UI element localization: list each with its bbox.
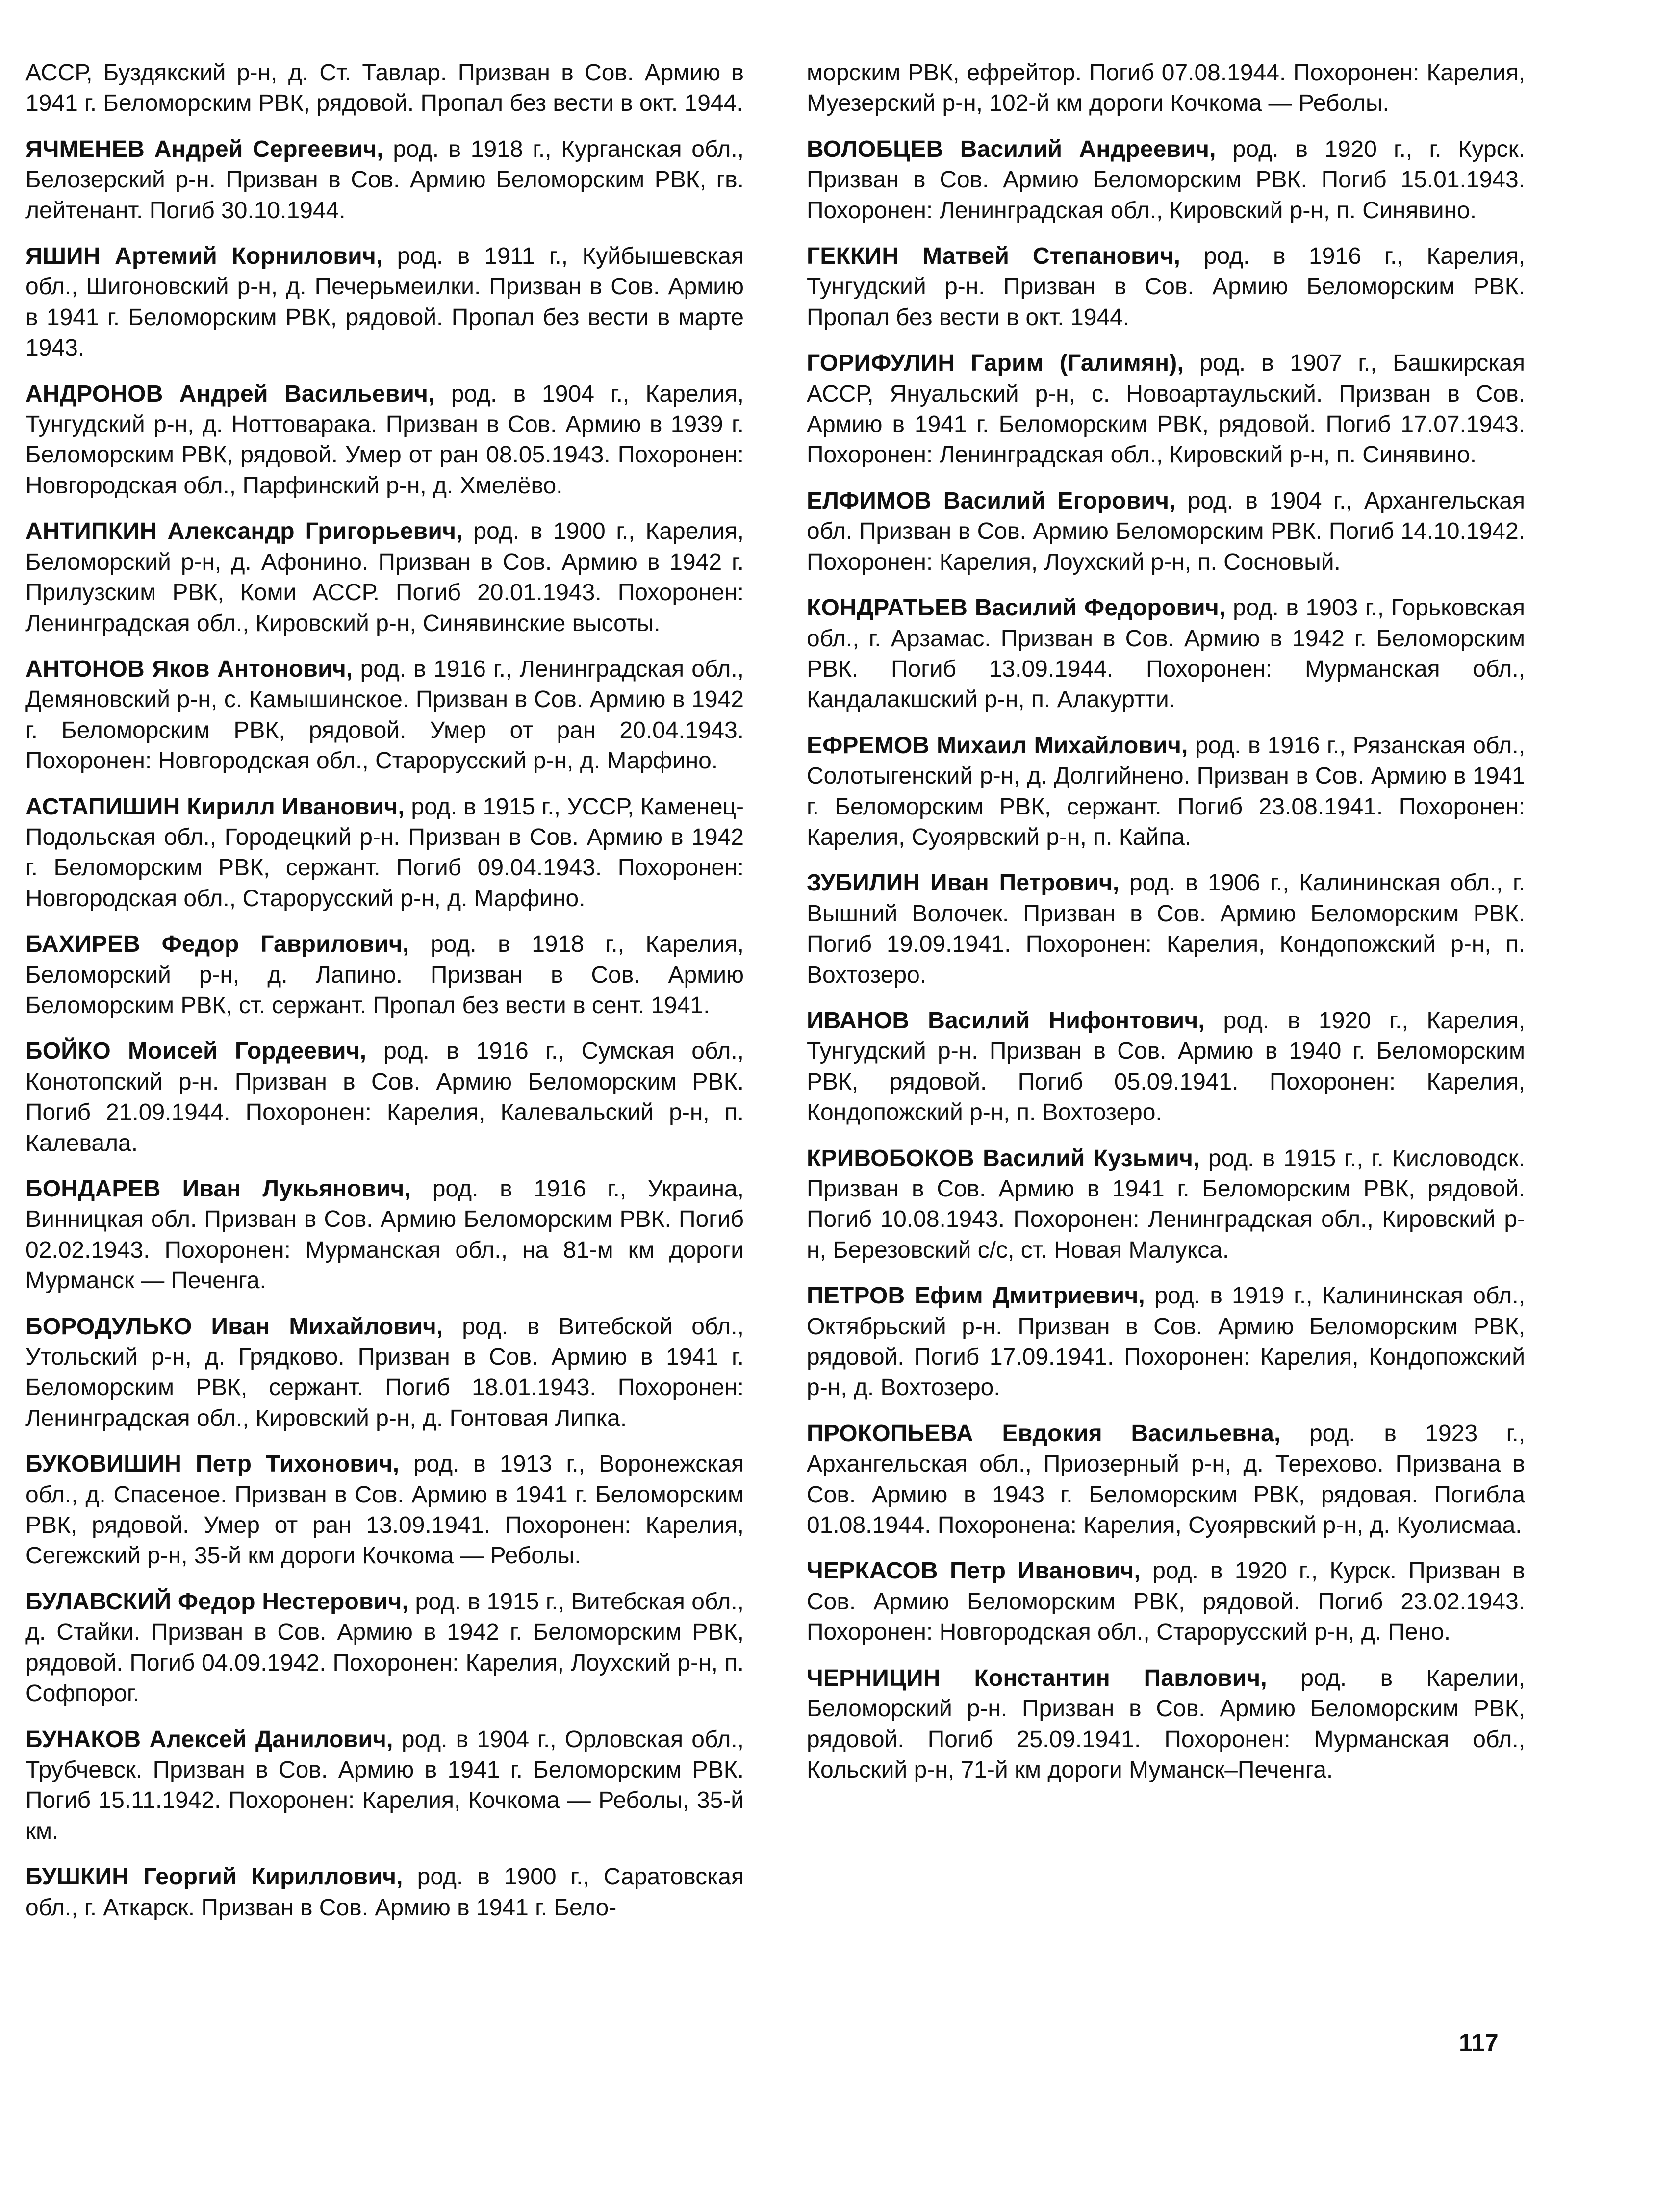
entry-text: род. в 1915 г., Витебская обл., д. Стайки. Призван в Сов. Армию в 1942 г. Беломорским РВК, рядовой. Погиб 04.09.1942. Похоронен: Карелия, Лоухский р-н, п. Софпорог.: [25, 1588, 744, 1707]
entry-text: род. в 1918 г., Курганская обл., Белозерский р-н. Призван в Сов. Армию Беломорским РВК, гв. лейтенант. Погиб 30.10.1944.: [25, 136, 744, 224]
entry-text: род. в 1900 г., Саратовская обл., г. Аткарск. Призван в Сов. Армию в 1941 г. Бело-: [25, 1864, 744, 1921]
entry-text: род. в 1915 г., УССР, Каменец-Подольская обл., Городецкий р-н. Призван в Сов. Армию в 1942 г. Беломорским РВК, сержант. Погиб 09.04.1943. Похоронен: Новгородская обл., Старорусский р-н, д. Марфино.: [25, 793, 744, 912]
entry-name: ЯШИН Артемий Корнилович,: [25, 243, 383, 270]
entry: [807, 348, 1525, 471]
entry-name: БУКОВИШИН Петр Тихонович,: [25, 1451, 400, 1477]
entry-name: ИВАНОВ Василий Нифонтович,: [807, 1007, 1205, 1034]
entry-text: род. в 1923 г., Архангельская обл., Приозерный р-н, д. Терехово. Призвана в Сов. Армию в 1943 г. Беломорским РВК, рядовая. Погибла 01.08.1944. Похоронена: Карелия, Суоярвский р-н, д. Куолисмаа.: [807, 1420, 1526, 1539]
entry-text: род. в 1915 г., г. Кисловодск. Призван в Сов. Армию в 1941 г. Беломорским РВК, рядовой. Погиб 10.08.1943. Похоронен: Ленинградская обл., Кировский р-н, Березовский с/с, ст. Новая Малукса.: [807, 1145, 1525, 1263]
entry: [807, 1006, 1525, 1128]
entry: [807, 1663, 1525, 1786]
entry: [25, 1862, 744, 1923]
entry: [25, 929, 744, 1021]
entry: [25, 1036, 744, 1159]
entry-text: род. в 1906 г., Калининская обл., г. Вышний Волочек. Призван в Сов. Армию Беломорским РВК. Погиб 19.09.1941. Похоронен: Карелия, Кондопожский р-н, п. Вохтозеро.: [807, 870, 1526, 988]
entry: [807, 486, 1525, 578]
entry: [25, 1312, 744, 1434]
entry-text: род. в 1920 г., Карелия, Тунгудский р-н. Призван в Сов. Армию в 1940 г. Беломорским РВК, рядовой. Погиб 05.09.1941. Похоронен: Карелия, Кондопожский р-н, п. Вохтозеро.: [807, 1007, 1526, 1126]
entry-name: АНТИПКИН Александр Григорьевич,: [25, 518, 463, 545]
entry: [807, 241, 1525, 333]
page-number: 117: [1459, 2029, 1499, 2057]
entry-name: БУЛАВСКИЙ Федор Нестерович,: [25, 1588, 409, 1615]
entry-text: род. в 1900 г., Карелия, Беломорский р-н, д. Афонино. Призван в Сов. Армию в 1942 г. Прилузским РВК, Коми АССР. Погиб 20.01.1943. Похоронен: Ленинградская обл., Кировский р-н, Синявинские высоты.: [25, 518, 744, 636]
entry-name: ЕЛФИМОВ Василий Егорович,: [807, 487, 1176, 514]
entry: [807, 868, 1525, 991]
entry-name: ГЕККИН Матвей Степанович,: [807, 243, 1181, 270]
entry-text: род. в Витебской обл., Утольский р-н, д. Грядково. Призван в Сов. Армию в 1941 г. Беломорским РВК, сержант. Погиб 18.01.1943. Похоронен: Ленинградская обл., Кировский р-н, д. Гонтовая Липка.: [25, 1313, 744, 1431]
entry-name: КРИВОБОКОВ Василий Кузьмич,: [807, 1145, 1200, 1171]
entry-name: БОРОДУЛЬКО Иван Михайлович,: [25, 1313, 443, 1340]
entry: [807, 1281, 1525, 1403]
entry-text: род. в 1919 г., Калининская обл., Октябрьский р-н. Призван в Сов. Армию Беломорским РВК, рядовой. Погиб 17.09.1941. Похоронен: Карелия, Кондопожский р-н, д. Вохтозеро.: [807, 1283, 1526, 1401]
entry-text: род. в 1907 г., Башкирская АССР, Януальский р-н, с. Новоартаульский. Призван в Сов. Армию в 1941 г. Беломорским РВК, рядовой. Погиб 17.07.1943. Похоронен: Ленинградская обл., Кировский р-н, п. Синявино.: [807, 350, 1525, 468]
entry: [25, 516, 744, 639]
entry: [25, 1174, 744, 1297]
entry-name: БОЙКО Моисей Гордеевич,: [25, 1038, 367, 1065]
entry-text: род. в 1903 г., Горьковская обл., г. Арзамас. Призван в Сов. Армию в 1942 г. Беломорским РВК. Погиб 13.09.1944. Похоронен: Мурманская обл., Кандалакшский р-н, п. Алакуртти.: [807, 595, 1526, 713]
entry: [25, 654, 744, 777]
entry-text: род. в 1916 г., Рязанская обл., Солотыгенский р-н, д. Долгийнено. Призван в Сов. Армию в 1941 г. Беломорским РВК, сержант. Погиб 23.08.1941. Похоронен: Карелия, Суоярвский р-н, п. Кайпа.: [807, 732, 1526, 850]
entry: [25, 379, 744, 502]
entry-name: БОНДАРЕВ Иван Лукьянович,: [25, 1176, 411, 1202]
entry-text: род. в 1913 г., Воронежская обл., д. Спасеное. Призван в Сов. Армию в 1941 г. Беломорским РВК, рядовой. Умер от ран 13.09.1941. Похоронен: Карелия, Сегежский р-н, 35-й км дороги Кочкома — Реболы.: [25, 1451, 744, 1569]
entry-name: ВОЛОБЦЕВ Василий Андреевич,: [807, 136, 1216, 162]
entry-text: морским РВК, ефрейтор. Погиб 07.08.1944. Похоронен: Карелия, Муезерский р-н, 102-й км дороги Кочкома — Реболы.: [807, 60, 1525, 117]
entry-name: АСТАПИШИН Кирилл Иванович,: [25, 793, 405, 820]
entry-name: ПРОКОПЬЕВА Евдокия Васильевна,: [807, 1420, 1281, 1447]
entry: [25, 241, 744, 364]
entry-continuation: [807, 58, 1525, 119]
entry-name: БУНАКОВ Алексей Данилович,: [25, 1726, 393, 1753]
entry-text: род. в 1918 г., Карелия, Беломорский р-н, д. Лапино. Призван в Сов. Армию Беломорским РВК, ст. сержант. Пропал без вести в сент. 1941.: [25, 931, 744, 1018]
entry-text: род. в 1920 г., Курск. Призван в Сов. Армию Беломорским РВК, рядовой. Погиб 23.02.1943. Похоронен: Новгородская обл., Старорусский р-н, д. Пено.: [807, 1558, 1525, 1646]
entry-continuation: [25, 58, 744, 119]
entry-name: ЗУБИЛИН Иван Петрович,: [807, 870, 1120, 896]
entry-name: ГОРИФУЛИН Гарим (Галимян),: [807, 350, 1184, 377]
entry: [25, 1587, 744, 1709]
entry-text: род. в 1904 г., Архангельская обл. Призван в Сов. Армию Беломорским РВК. Погиб 14.10.1942. Похоронен: Карелия, Лоухский р-н, п. Сосновый.: [807, 487, 1525, 575]
entry-text: АССР, Буздякский р-н, д. Ст. Тавлар. Призван в Сов. Армию в 1941 г. Беломорским РВК, рядовой. Пропал без вести в окт. 1944.: [25, 60, 744, 117]
entry-text: род. в 1916 г., Украина, Винницкая обл. Призван в Сов. Армию Беломорским РВК. Погиб 02.02.1943. Похоронен: Мурманская обл., на 81-м км дороги Мурманск — Печенга.: [25, 1176, 744, 1294]
entry-text: род. в 1916 г., Сумская обл., Конотопский р-н. Призван в Сов. Армию Беломорским РВК. Погиб 21.09.1944. Похоронен: Карелия, Калевальский р-н, п. Калевала.: [25, 1038, 744, 1156]
entry-text: род. в 1916 г., Карелия, Тунгудский р-н. Призван в Сов. Армию Беломорским РВК. Пропал без вести в окт. 1944.: [807, 243, 1526, 331]
entry-name: БАХИРЕВ Федор Гаврилович,: [25, 931, 409, 958]
entry: [807, 134, 1525, 226]
entry-name: ЧЕРНИЦИН Константин Павлович,: [807, 1665, 1267, 1691]
entry-text: род. в 1904 г., Карелия, Тунгудский р-н, д. Ноттоварака. Призван в Сов. Армию в 1939 г. Беломорским РВК, рядовой. Умер от ран 08.05.1943. Похоронен: Новгородская обл., Парфинский р-н, д. Хмелёво.: [25, 381, 744, 499]
entry-name: АНТОНОВ Яков Антонович,: [25, 656, 353, 682]
entry-text: род. в 1916 г., Ленинградская обл., Демяновский р-н, с. Камышинское. Призван в Сов. Армию в 1942 г. Беломорским РВК, рядовой. Умер от ран 20.04.1943. Похоронен: Новгородская обл., Старорусский р-н, д. Марфино.: [25, 656, 744, 774]
entry-name: ПЕТРОВ Ефим Дмитриевич,: [807, 1283, 1145, 1309]
entry-name: КОНДРАТЬЕВ Василий Федорович,: [807, 595, 1226, 621]
entry-text: род. в 1920 г., г. Курск. Призван в Сов. Армию Беломорским РВК. Погиб 15.01.1943. Похоронен: Ленинградская обл., Кировский р-н, п. Синявино.: [807, 136, 1525, 224]
entry-name: ЯЧМЕНЕВ Андрей Сергеевич,: [25, 136, 383, 162]
entry-text: род. в 1911 г., Куйбышевская обл., Шигоновский р-н, д. Печерьмеилки. Призван в Сов. Армию в 1941 г. Беломорским РВК, рядовой. Пропал без вести в марте 1943.: [25, 243, 744, 361]
entry: [807, 1556, 1525, 1648]
entry-name: БУШКИН Георгий Кириллович,: [25, 1864, 403, 1890]
entry: [807, 593, 1525, 715]
entry-name: ЕФРЕМОВ Михаил Михайлович,: [807, 732, 1188, 759]
entry-name: АНДРОНОВ Андрей Васильевич,: [25, 381, 435, 407]
entry: [25, 1725, 744, 1847]
entry: [807, 1419, 1525, 1541]
entry-text: род. в 1904 г., Орловская обл., Трубчевск. Призван в Сов. Армию в 1941 г. Беломорским РВК. Погиб 15.11.1942. Похоронен: Карелия, Кочкома — Реболы, 35-й км.: [25, 1726, 744, 1844]
entry-name: ЧЕРКАСОВ Петр Иванович,: [807, 1558, 1141, 1584]
left-column: [25, 58, 744, 1938]
right-column: [807, 58, 1525, 1801]
entry: [807, 1144, 1525, 1266]
entry: [25, 792, 744, 915]
entry: [25, 134, 744, 226]
entry: [25, 1449, 744, 1572]
entry: [807, 731, 1525, 853]
entry-text: род. в Карелии, Беломорский р-н. Призван в Сов. Армию Беломорским РВК, рядовой. Погиб 25.09.1941. Похоронен: Мурманская обл., Кольский р-н, 71-й км дороги Муманск–Печенга.: [807, 1665, 1525, 1783]
